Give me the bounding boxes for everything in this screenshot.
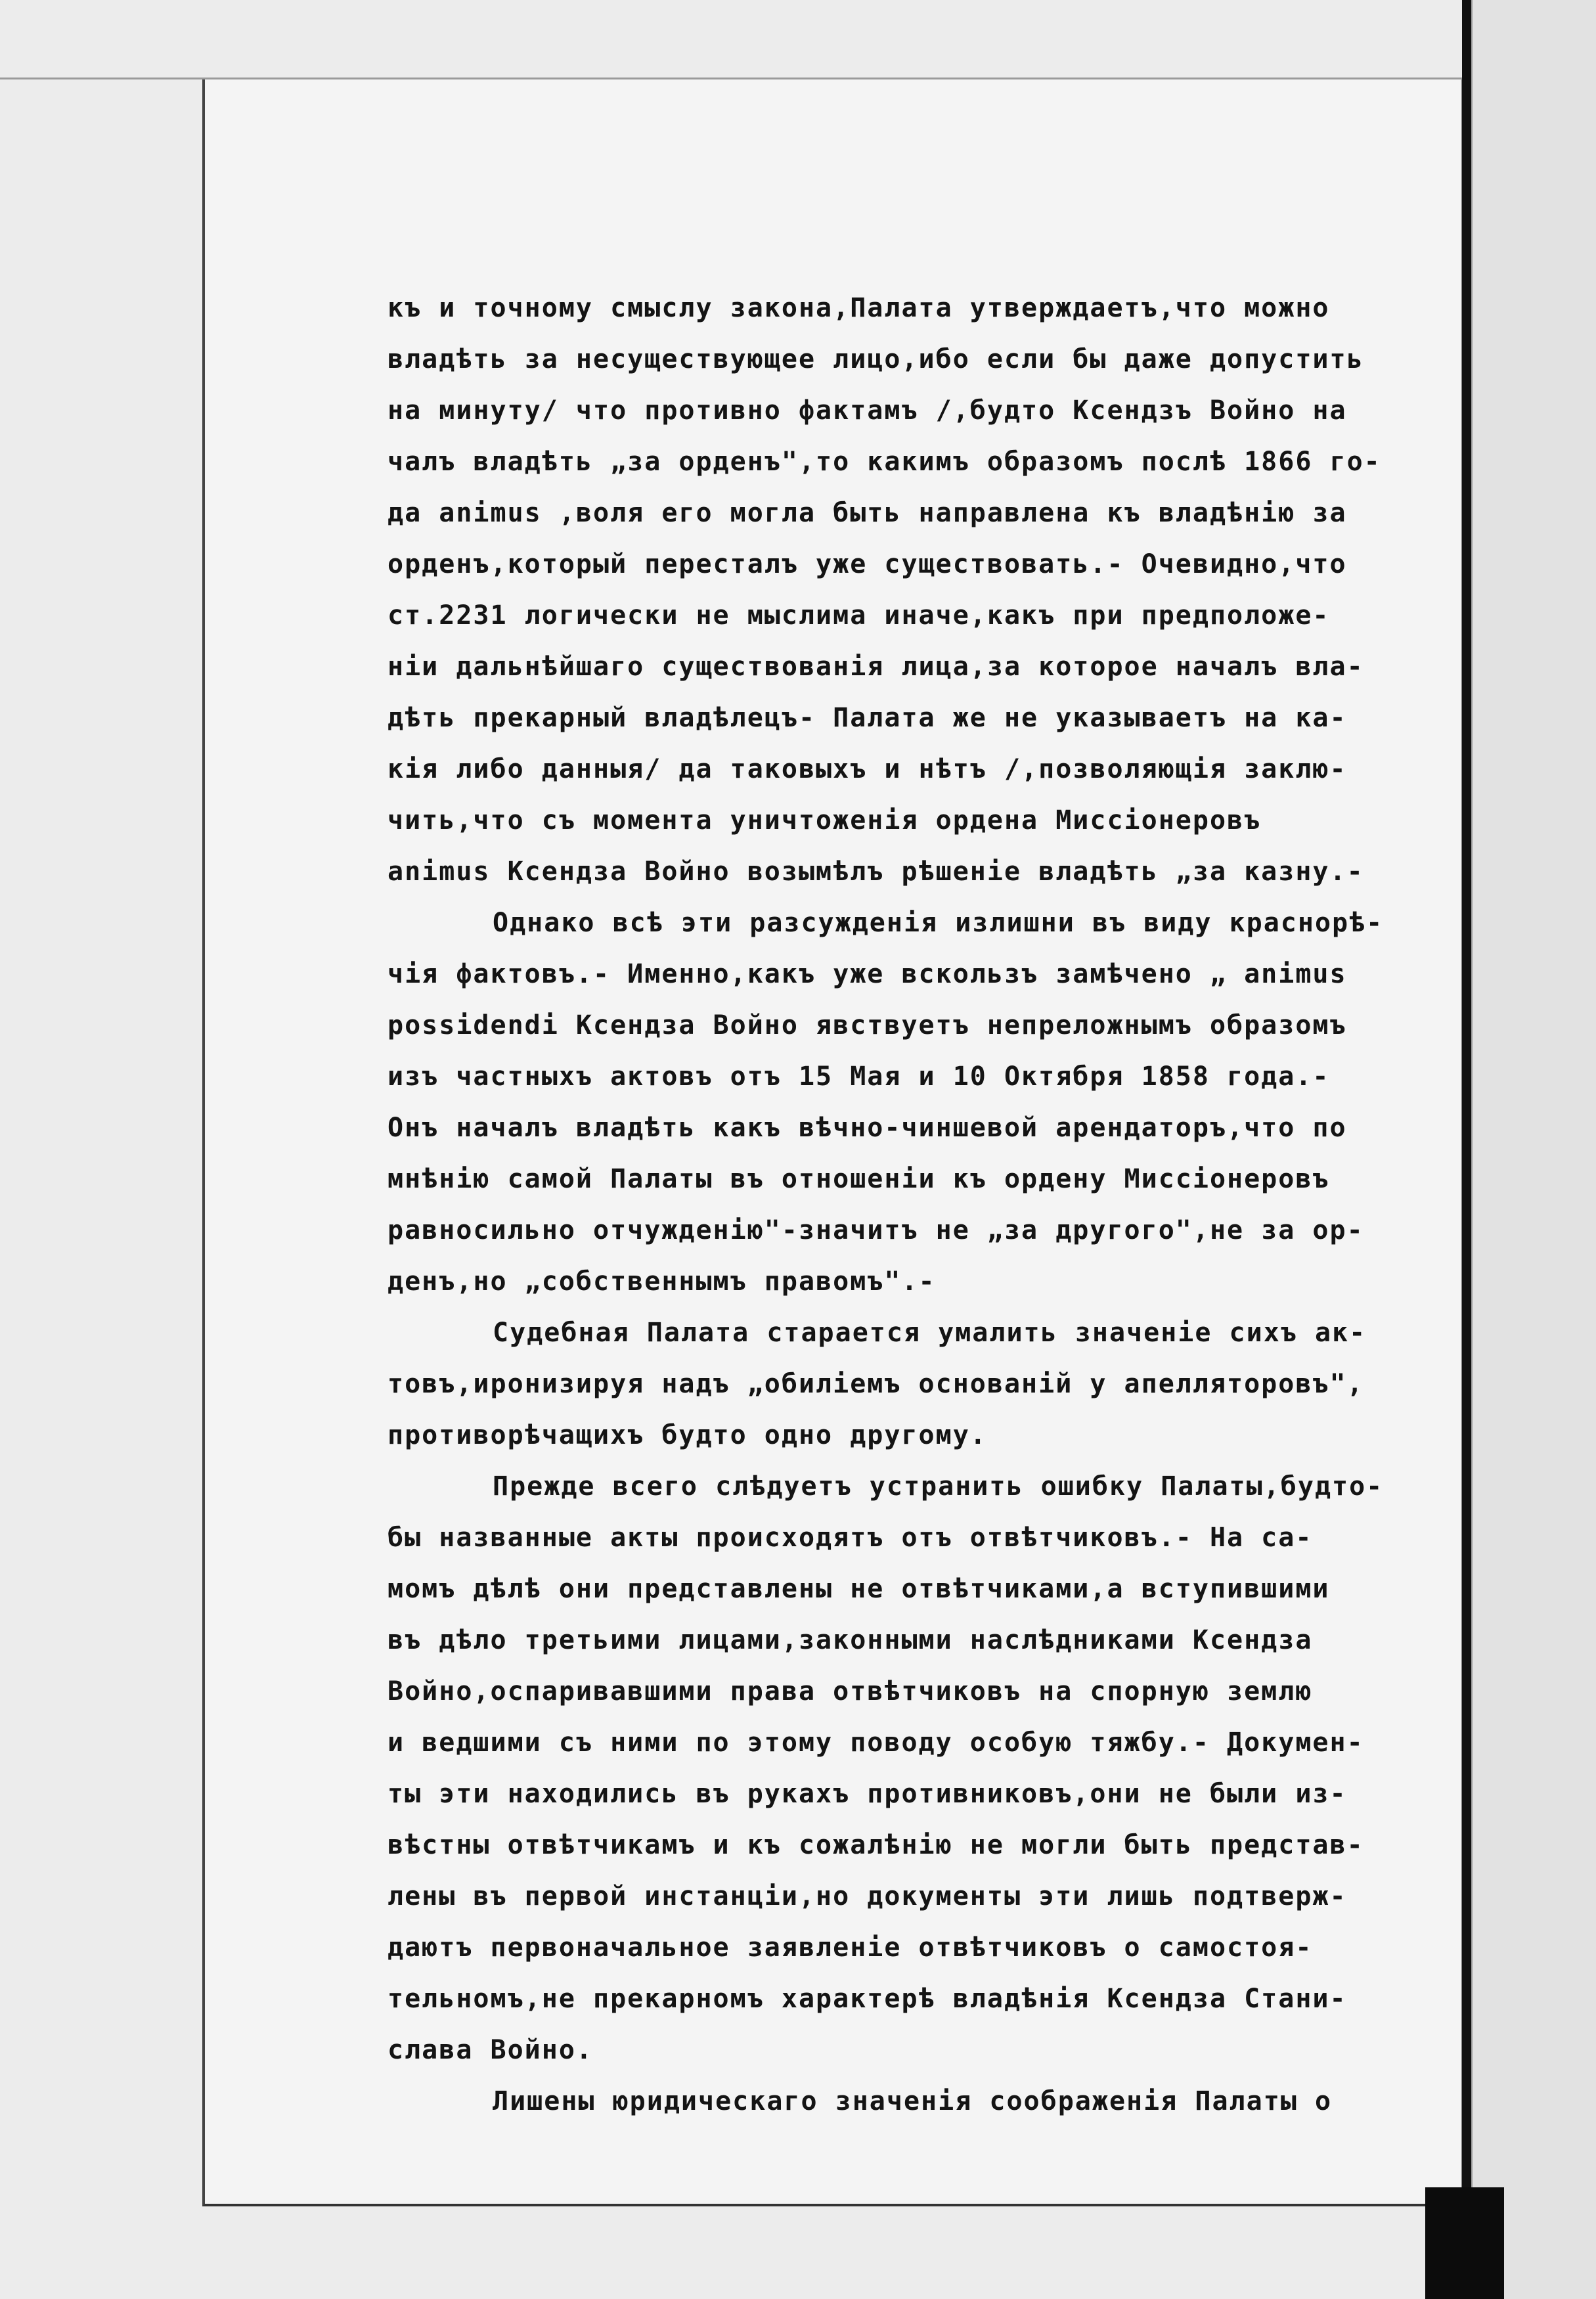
text-line: animus Ксендза Войно возымѣлъ рѣшеніе владѣть „за казну.- <box>388 857 1364 887</box>
text-line: тельномъ,не прекарномъ характерѣ владѣнія Ксендза Стани- <box>388 1984 1347 2014</box>
text-line: на минуту/ что противно фактамъ /,будто Ксендзъ Войно на <box>388 395 1347 426</box>
text-line: момъ дѣлѣ они представлены не отвѣтчиками,а вступившими <box>388 1574 1330 1604</box>
typewritten-text-block <box>388 282 1491 2127</box>
text-line: ты эти находились въ рукахъ противниковъ,они не были из- <box>388 1779 1347 1809</box>
text-line: Войно,оспаривавшими права отвѣтчиковъ на спорную землю <box>388 1676 1313 1707</box>
text-line: слава Войно. <box>388 2035 593 2065</box>
text-line: въ дѣло третьими лицами,законными наслѣдниками Ксендза <box>388 1625 1313 1655</box>
text-line: лены въ первой инстанціи,но документы эти лишь подтверж- <box>388 1881 1347 1911</box>
text-line: Судебная Палата старается умалить значеніе сихъ ак- <box>493 1318 1367 1348</box>
text-line: даютъ первоначальное заявленіе отвѣтчиковъ о самостоя- <box>388 1932 1313 1963</box>
text-line: чалъ владѣть „за орденъ",то какимъ образомъ послѣ 1866 го- <box>388 447 1381 477</box>
text-line: изъ частныхъ актовъ отъ 15 Мая и 10 Октября 1858 года.- <box>388 1061 1330 1092</box>
text-line: вѣстны отвѣтчикамъ и къ сожалѣнію не могли быть представ- <box>388 1830 1364 1860</box>
text-line: и ведшими съ ними по этому поводу особую тяжбу.- Докумен- <box>388 1728 1364 1758</box>
text-line: денъ,но „собственнымъ правомъ".- <box>388 1266 936 1297</box>
text-line: противорѣчащихъ будто одно другому. <box>388 1420 987 1450</box>
text-line: дѣть прекарный владѣлецъ- Палата же не указываетъ на ка- <box>388 703 1347 733</box>
text-line: владѣть за несуществующее лицо,ибо если бы даже допустить <box>388 344 1364 374</box>
text-line: possidendi Ксендза Войно явствуетъ непреложнымъ образомъ <box>388 1010 1347 1040</box>
text-line: мнѣнію самой Палаты въ отношеніи къ ордену Миссіонеровъ <box>388 1164 1330 1194</box>
text-line: Однако всѣ эти разсужденія излишни въ виду краснорѣ- <box>493 908 1384 938</box>
text-line: товъ,иронизируя надъ „обиліемъ основаній у апелляторовъ", <box>388 1369 1364 1399</box>
text-line: ніи дальнѣйшаго существованія лица,за которое началъ вла- <box>388 652 1364 682</box>
text-line: да animus ,воля его могла быть направлена къ владѣнію за <box>388 498 1347 528</box>
text-line: чія фактовъ.- Именно,какъ уже вскользъ замѣчено „ animus <box>388 959 1347 989</box>
text-line: Онъ началъ владѣть какъ вѣчно-чиншевой арендаторъ,что по <box>388 1113 1347 1143</box>
binding-tab <box>1425 2187 1504 2299</box>
text-line: ст.2231 логически не мыслима иначе,какъ при предположе- <box>388 600 1330 631</box>
text-line: къ и точному смыслу закона,Палата утверждаетъ,что можно <box>388 293 1330 323</box>
text-line: Лишены юридическаго значенія соображенія Палаты о <box>493 2086 1333 2116</box>
text-line: орденъ,который пересталъ уже существовать.- Очевидно,что <box>388 549 1347 579</box>
text-line: равносильно отчужденію"-значитъ не „за другого",не за ор- <box>388 1215 1364 1245</box>
text-line: чить,что съ момента уничтоженія ордена Миссіонеровъ <box>388 805 1262 836</box>
text-line: Прежде всего слѣдуетъ устранить ошибку Палаты,будто- <box>493 1471 1384 1502</box>
text-line: кія либо данныя/ да таковыхъ и нѣтъ /,позволяющія заклю- <box>388 754 1347 784</box>
text-line: бы названные акты происходятъ отъ отвѣтчиковъ.- На са- <box>388 1523 1313 1553</box>
